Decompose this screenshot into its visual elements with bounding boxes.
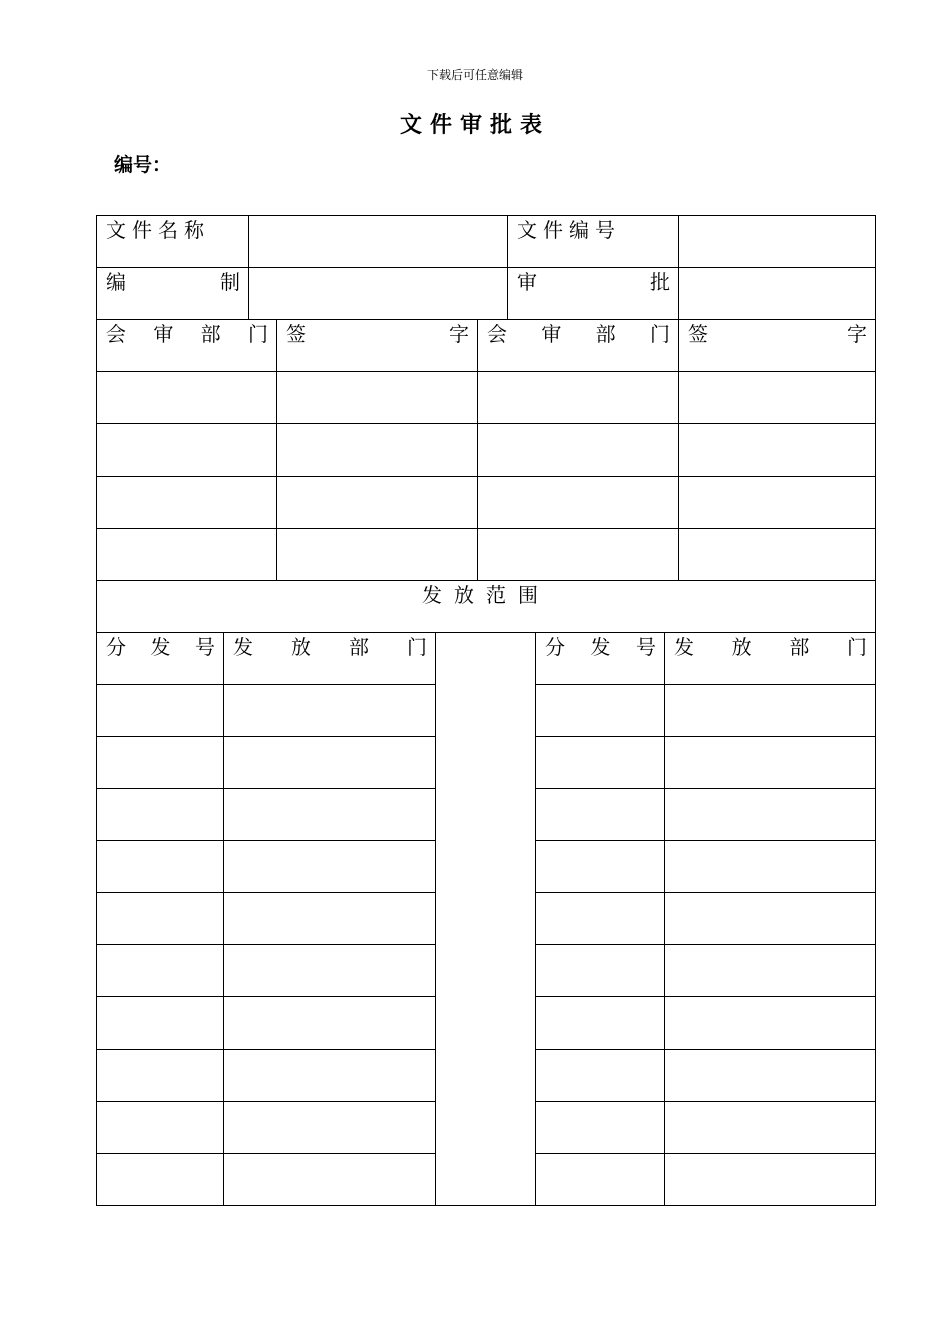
- signature-label: [286, 322, 469, 346]
- issue-dept-label: [233, 635, 427, 659]
- copy-no-input[interactable]: [535, 788, 665, 841]
- review-dept-label-char: 审: [153, 322, 174, 346]
- copy-no-input[interactable]: [535, 1153, 665, 1206]
- signature-input[interactable]: [276, 423, 478, 477]
- copy-no-input[interactable]: [96, 892, 224, 945]
- issue-dept-input[interactable]: [664, 736, 876, 789]
- signature-label-char: 签: [688, 322, 708, 346]
- signature-input[interactable]: [276, 476, 478, 529]
- issue-dept-input[interactable]: [664, 1101, 876, 1154]
- copy-no-header: [535, 632, 665, 685]
- issue-dept-label-char: 门: [846, 635, 867, 659]
- copy-no-input[interactable]: [96, 788, 224, 841]
- review-dept-input[interactable]: [96, 528, 277, 581]
- copy-no-input[interactable]: [535, 1101, 665, 1154]
- review-dept-header: [477, 319, 679, 372]
- copy-no-input[interactable]: [96, 996, 224, 1050]
- review-dept-label: [487, 322, 670, 346]
- file-number-input[interactable]: [678, 215, 876, 268]
- file-name-input[interactable]: [248, 215, 508, 268]
- issue-dept-input[interactable]: [664, 840, 876, 893]
- approve-label-char: 批: [650, 270, 670, 294]
- review-dept-label-char: 会: [487, 322, 507, 346]
- copy-no-input[interactable]: [96, 684, 224, 737]
- issue-dept-label: [674, 635, 867, 659]
- review-dept-label-char: 审: [541, 322, 562, 346]
- issue-dept-label-char: 发: [674, 635, 694, 659]
- copy-no-header: [96, 632, 224, 685]
- compile-label-char: 制: [220, 270, 240, 294]
- compile-label-char: 编: [106, 270, 126, 294]
- copy-no-label-char: 分: [545, 635, 565, 659]
- issue-dept-input[interactable]: [664, 1049, 876, 1102]
- copy-no-input[interactable]: [96, 1049, 224, 1102]
- copy-no-input[interactable]: [535, 1049, 665, 1102]
- issue-dept-input[interactable]: [223, 996, 436, 1050]
- issue-dept-input[interactable]: [664, 788, 876, 841]
- issue-dept-input[interactable]: [223, 944, 436, 997]
- signature-header: [678, 319, 876, 372]
- copy-no-label: [545, 635, 656, 659]
- issue-dept-label-char: 门: [407, 635, 427, 659]
- review-dept-input[interactable]: [96, 371, 277, 424]
- signature-label-char: 签: [286, 322, 306, 346]
- signature-input[interactable]: [678, 371, 876, 424]
- issue-dept-input[interactable]: [223, 736, 436, 789]
- issue-dept-input[interactable]: [223, 788, 436, 841]
- issue-dept-input[interactable]: [223, 1153, 436, 1206]
- review-dept-label: [106, 322, 268, 346]
- distribution-gap-column: [435, 632, 536, 1206]
- copy-no-label-char: 发: [150, 635, 171, 659]
- signature-label-char: 字: [449, 322, 469, 346]
- compile-input[interactable]: [248, 267, 508, 320]
- review-dept-input[interactable]: [96, 476, 277, 529]
- review-dept-input[interactable]: [96, 423, 277, 477]
- copy-no-input[interactable]: [535, 684, 665, 737]
- signature-label: [688, 322, 867, 346]
- signature-input[interactable]: [678, 476, 876, 529]
- copy-no-input[interactable]: [535, 996, 665, 1050]
- issue-dept-label-char: 部: [789, 635, 810, 659]
- form-title: 文件审批表: [399, 113, 550, 138]
- signature-label-char: 字: [847, 322, 867, 346]
- issue-dept-label-char: 发: [233, 635, 253, 659]
- issue-dept-input[interactable]: [223, 1101, 436, 1154]
- copy-no-input[interactable]: [96, 944, 224, 997]
- doc-number-label: 编号：: [114, 154, 172, 176]
- copy-no-input[interactable]: [535, 892, 665, 945]
- distribution-scope-label: 发放范围: [422, 583, 550, 607]
- copy-no-label: [106, 635, 215, 659]
- issue-dept-input[interactable]: [664, 1153, 876, 1206]
- review-dept-input[interactable]: [477, 528, 679, 581]
- issue-dept-input[interactable]: [664, 996, 876, 1050]
- copy-no-label-char: 号: [195, 635, 215, 659]
- copy-no-label-char: 发: [590, 635, 611, 659]
- issue-dept-label-char: 部: [349, 635, 369, 659]
- issue-dept-input[interactable]: [223, 1049, 436, 1102]
- copy-no-input[interactable]: [535, 840, 665, 893]
- review-dept-input[interactable]: [477, 371, 679, 424]
- issue-dept-input[interactable]: [223, 840, 436, 893]
- copy-no-label-char: 分: [106, 635, 126, 659]
- review-dept-label-char: 部: [200, 322, 221, 346]
- copy-no-input[interactable]: [96, 736, 224, 789]
- review-dept-input[interactable]: [477, 476, 679, 529]
- issue-dept-label-char: 放: [731, 635, 752, 659]
- header-note: 下载后可任意编辑: [426, 68, 523, 82]
- review-dept-input[interactable]: [477, 423, 679, 477]
- approve-label-char: 审: [517, 270, 537, 294]
- review-dept-label-char: 会: [106, 322, 126, 346]
- issue-dept-input[interactable]: [223, 684, 436, 737]
- file-name-label-cell: [96, 215, 249, 268]
- file-name-label: 文件名称: [106, 218, 210, 242]
- approve-input[interactable]: [678, 267, 876, 320]
- issue-dept-input[interactable]: [664, 684, 876, 737]
- issue-dept-input[interactable]: [664, 944, 876, 997]
- issue-dept-header: [664, 632, 876, 685]
- review-dept-label-char: 门: [247, 322, 268, 346]
- copy-no-input[interactable]: [96, 1153, 224, 1206]
- copy-no-input[interactable]: [96, 840, 224, 893]
- approve-label: [517, 270, 670, 294]
- compile-label-cell: [96, 267, 249, 320]
- distribution-scope-heading: [96, 580, 876, 633]
- file-number-label-cell: [507, 215, 679, 268]
- compile-label: [106, 270, 240, 294]
- signature-input[interactable]: [276, 371, 478, 424]
- copy-no-input[interactable]: [535, 944, 665, 997]
- file-number-label: 文件编号: [517, 218, 621, 242]
- review-dept-header: [96, 319, 277, 372]
- approve-label-cell: [507, 267, 679, 320]
- issue-dept-input[interactable]: [664, 892, 876, 945]
- copy-no-label-char: 号: [636, 635, 656, 659]
- signature-header: [276, 319, 478, 372]
- issue-dept-label-char: 放: [291, 635, 311, 659]
- signature-input[interactable]: [276, 528, 478, 581]
- signature-input[interactable]: [678, 423, 876, 477]
- review-dept-label-char: 部: [595, 322, 616, 346]
- copy-no-input[interactable]: [96, 1101, 224, 1154]
- signature-input[interactable]: [678, 528, 876, 581]
- issue-dept-input[interactable]: [223, 892, 436, 945]
- copy-no-input[interactable]: [535, 736, 665, 789]
- issue-dept-header: [223, 632, 436, 685]
- review-dept-label-char: 门: [649, 322, 670, 346]
